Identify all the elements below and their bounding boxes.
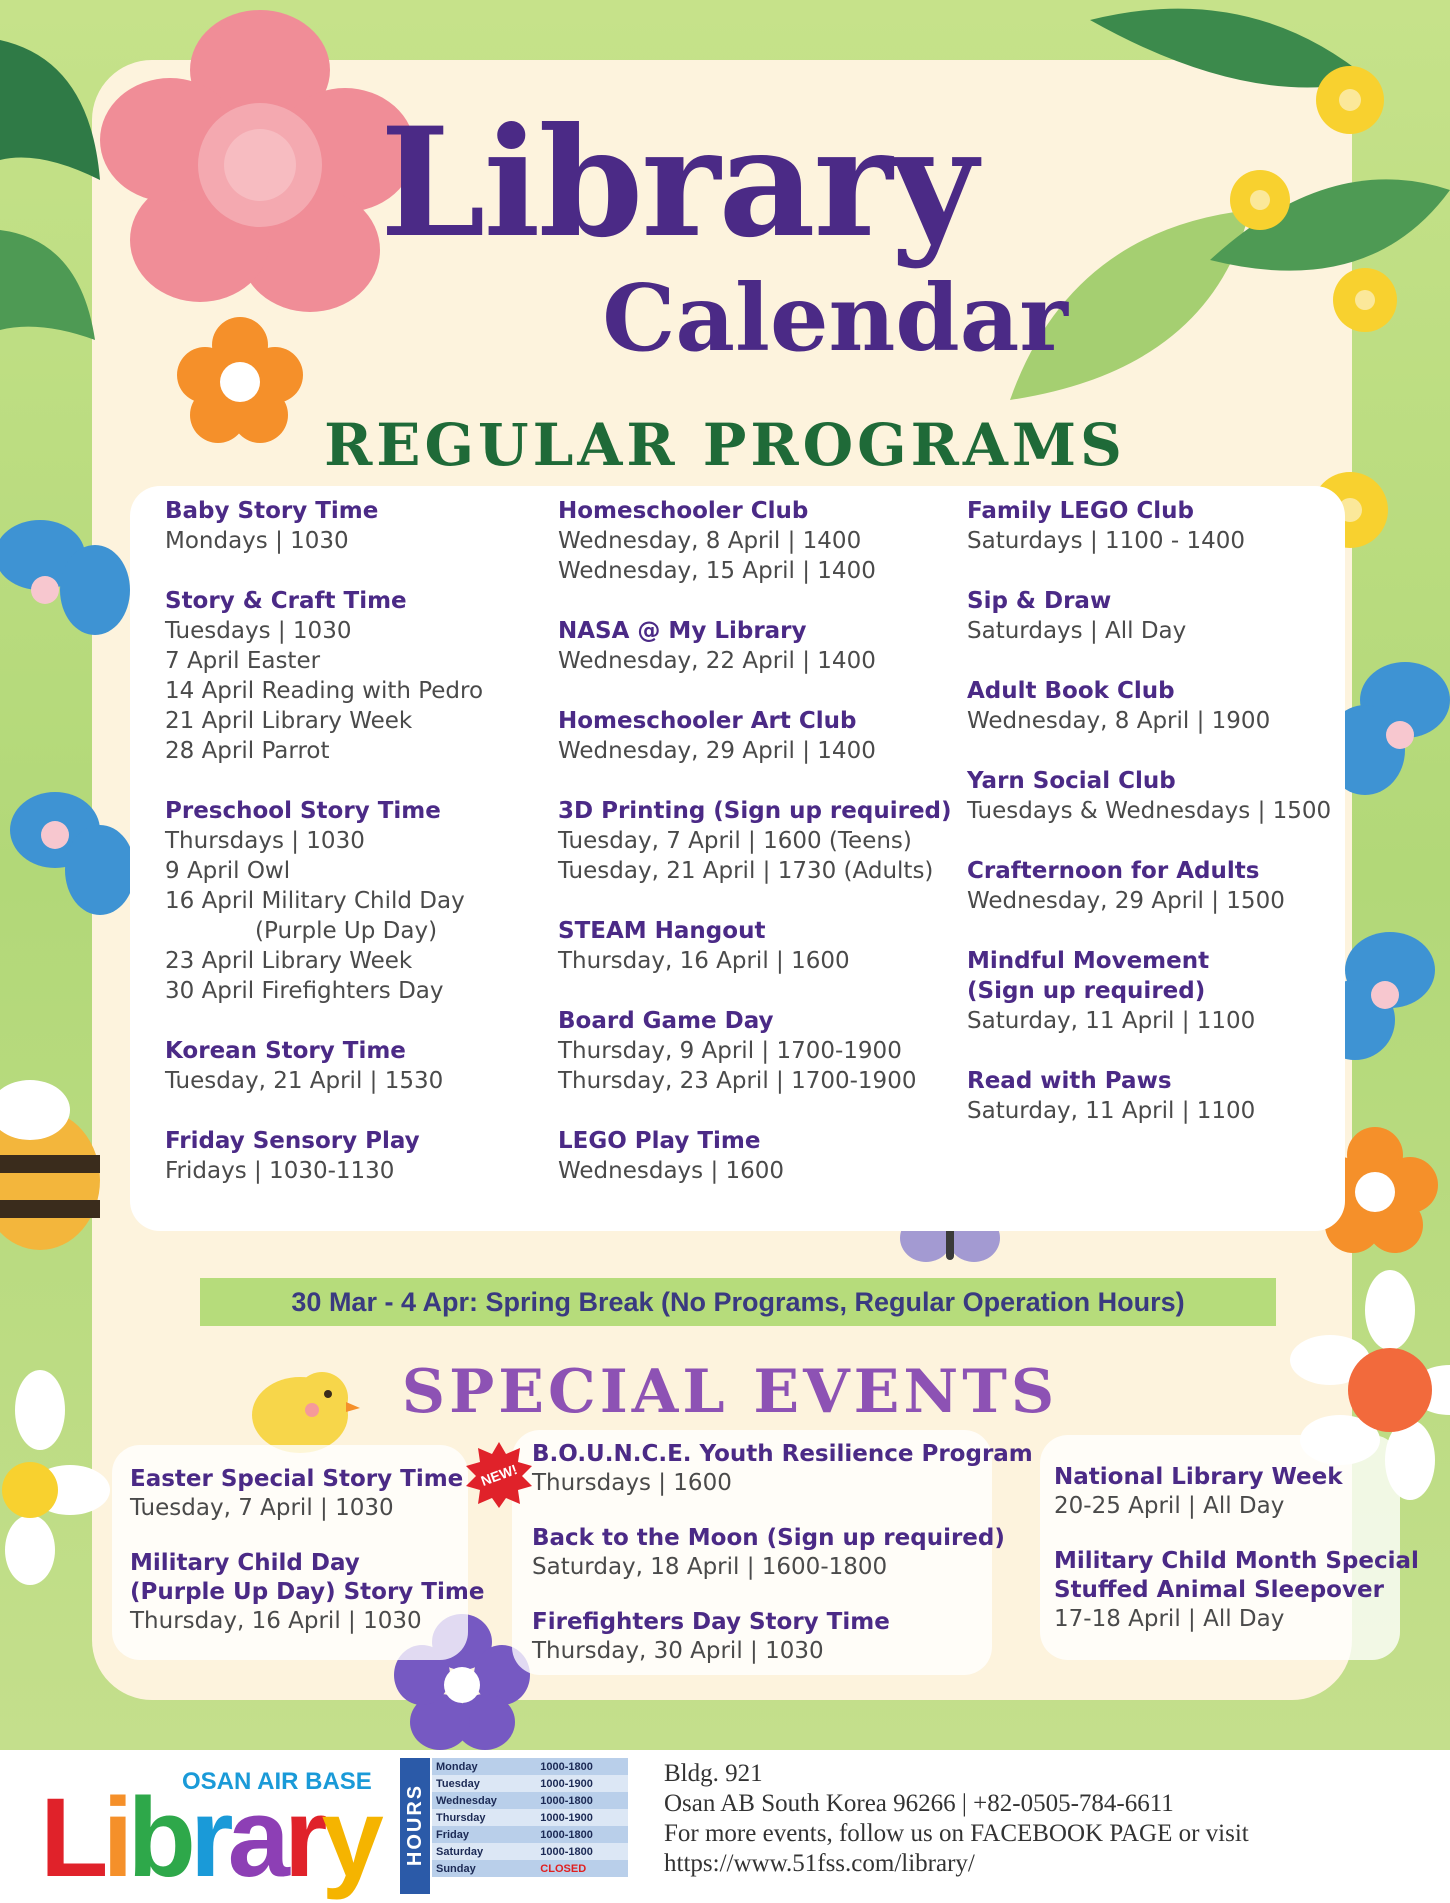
logo-letter: y [321, 1775, 378, 1900]
program-detail: (Purple Up Day) [255, 918, 438, 944]
hours-label: HOURS [404, 1783, 426, 1867]
program-detail: Mondays | 1030 [165, 528, 349, 554]
program-detail: Thursday, 16 April | 1600 [558, 948, 850, 974]
program-story-craft-time [165, 586, 483, 766]
program-title: Adult Book Club [967, 678, 1175, 704]
event-title: Back to the Moon (Sign up required) [532, 1525, 1005, 1551]
programs-column-2 [558, 496, 952, 1216]
hours-day: Sunday [432, 1860, 536, 1877]
hours-day: Tuesday [432, 1775, 536, 1792]
program-detail: Tuesdays & Wednesdays | 1500 [967, 798, 1332, 824]
program-title: Family LEGO Club [967, 498, 1195, 524]
program-title: Friday Sensory Play [165, 1128, 420, 1154]
program-title: Homeschooler Art Club [558, 708, 857, 734]
program-title: NASA @ My Library [558, 618, 807, 644]
program-title: Sip & Draw [967, 588, 1112, 614]
program-baby-story-time [165, 496, 483, 556]
program-read-with-paws [967, 1066, 1331, 1126]
regular-programs-panel [130, 486, 1345, 1231]
program-title: Crafternoon for Adults [967, 858, 1260, 884]
yellow-flowers-icon [1200, 30, 1440, 550]
left-daisy-icon [0, 1380, 110, 1580]
hours-table [432, 1758, 628, 1877]
program-family-lego-club [967, 496, 1331, 556]
program-mindful-movement [967, 946, 1331, 1036]
event-national-library-week [1054, 1463, 1419, 1521]
program-detail: 28 April Parrot [165, 738, 330, 764]
special-events-left-panel [112, 1445, 485, 1660]
hours-time: 1000-1900 [536, 1809, 628, 1826]
program-friday-sensory-play [165, 1126, 483, 1186]
bee-icon [0, 1070, 110, 1260]
hours-time: 1000-1900 [536, 1775, 628, 1792]
program-detail: 23 April Library Week [165, 948, 413, 974]
special-events-heading: SPECIAL EVENTS [401, 1357, 1059, 1427]
program-detail: Wednesday, 8 April | 1400 [558, 528, 862, 554]
program-sip-draw [967, 586, 1331, 646]
hours-day: Thursday [432, 1809, 536, 1826]
program-3d-printing [558, 796, 952, 886]
hours-day: Wednesday [432, 1792, 536, 1809]
program-homeschooler-art-club [558, 706, 952, 766]
event-back-to-the-moon [532, 1524, 1033, 1582]
program-detail: Saturdays | All Day [967, 618, 1187, 644]
program-title: STEAM Hangout [558, 918, 766, 944]
address-location-phone: Osan AB South Korea 96266 | +82-0505-784-6611 [664, 1790, 1174, 1817]
hours-day: Monday [432, 1758, 536, 1775]
left-blue-flowers-icon [0, 500, 140, 920]
program-detail: 30 April Firefighters Day [165, 978, 444, 1004]
programs-column-3 [967, 496, 1331, 1156]
hours-row [432, 1792, 628, 1809]
program-title: Homeschooler Club [558, 498, 809, 524]
program-detail: Thursdays | 1030 [165, 828, 365, 854]
program-title: Baby Story Time [165, 498, 379, 524]
title-library: Library [380, 95, 976, 271]
program-title: Board Game Day [558, 1008, 774, 1034]
program-detail: Tuesday, 7 April | 1600 (Teens) [558, 828, 912, 854]
program-detail: Wednesday, 29 April | 1500 [967, 888, 1285, 914]
program-title: Preschool Story Time [165, 798, 441, 824]
hours-time: 1000-1800 [536, 1792, 628, 1809]
spring-break-notice: 30 Mar - 4 Apr: Spring Break (No Programs, Regular Operation Hours) [291, 1287, 1185, 1317]
program-detail: Thursday, 9 April | 1700-1900 [558, 1038, 902, 1064]
event-stuffed-animal-sleepover [1054, 1547, 1419, 1634]
logo-letter: L [40, 1775, 103, 1900]
event-detail: Thursdays | 1600 [532, 1470, 732, 1496]
special-events-center-panel [512, 1430, 1033, 1675]
program-steam-hangout [558, 916, 952, 976]
hours-row [432, 1775, 628, 1792]
program-detail: Fridays | 1030-1130 [165, 1158, 395, 1184]
event-firefighters-day-story-time [532, 1608, 1033, 1666]
event-title: National Library Week [1054, 1464, 1343, 1490]
program-detail: Thursday, 23 April | 1700-1900 [558, 1068, 917, 1094]
program-detail: 21 April Library Week [165, 708, 413, 734]
event-title-line2: (Purple Up Day) Story Time [130, 1579, 485, 1605]
hours-time: 1000-1800 [536, 1826, 628, 1843]
event-detail: 17-18 April | All Day [1054, 1606, 1285, 1632]
hours-row [432, 1843, 628, 1860]
program-detail: Tuesday, 21 April | 1530 [165, 1068, 444, 1094]
programs-column-1 [165, 496, 483, 1216]
program-detail: Wednesday, 8 April | 1900 [967, 708, 1271, 734]
program-detail: 9 April Owl [165, 858, 291, 884]
event-bounce-youth-resilience [532, 1440, 1033, 1498]
logo-osan-air-base: OSAN AIR BASE [182, 1768, 372, 1795]
program-detail: 7 April Easter [165, 648, 321, 674]
logo-letter: r [189, 1775, 228, 1900]
hours-row [432, 1860, 628, 1877]
program-title: Korean Story Time [165, 1038, 406, 1064]
program-detail: Saturday, 11 April | 1100 [967, 1008, 1256, 1034]
event-detail: Thursday, 30 April | 1030 [532, 1638, 824, 1664]
top-left-leaves-icon [0, 0, 120, 420]
program-crafternoon-for-adults [967, 856, 1331, 916]
program-detail: 14 April Reading with Pedro [165, 678, 484, 704]
program-detail: Wednesday, 15 April | 1400 [558, 558, 876, 584]
event-title: Military Child Month Special [1054, 1548, 1419, 1574]
hours-row [432, 1809, 628, 1826]
program-title: LEGO Play Time [558, 1128, 761, 1154]
program-title: Mindful Movement [967, 948, 1210, 974]
program-detail: 16 April Military Child Day [165, 888, 465, 914]
program-homeschooler-club [558, 496, 952, 586]
event-easter-special-story-time [130, 1465, 484, 1523]
event-detail: Saturday, 18 April | 1600-1800 [532, 1554, 888, 1580]
program-nasa-my-library [558, 616, 952, 676]
new-badge-label: NEW! [478, 1461, 520, 1489]
program-detail: Wednesday, 22 April | 1400 [558, 648, 876, 674]
title-calendar: Calendar [602, 264, 1068, 372]
program-korean-story-time [165, 1036, 483, 1096]
program-detail: Wednesdays | 1600 [558, 1158, 785, 1184]
hours-time: CLOSED [536, 1860, 628, 1877]
program-title: Story & Craft Time [165, 588, 407, 614]
event-detail: Tuesday, 7 April | 1030 [130, 1495, 394, 1521]
event-title: B.O.U.N.C.E. Youth Resilience Program [532, 1441, 1033, 1467]
special-events-right-panel [1040, 1435, 1419, 1660]
event-title: Military Child Day [130, 1550, 360, 1576]
program-detail: Wednesday, 29 April | 1400 [558, 738, 876, 764]
hours-time: 1000-1800 [536, 1843, 628, 1860]
program-title-line2: (Sign up required) [967, 978, 1206, 1004]
program-adult-book-club [967, 676, 1331, 736]
event-military-child-day-story-time [130, 1549, 484, 1636]
new-badge-icon [464, 1440, 534, 1510]
program-yarn-social-club [967, 766, 1331, 826]
regular-programs-heading: REGULAR PROGRAMS [324, 411, 1126, 479]
event-detail: Thursday, 16 April | 1030 [130, 1608, 422, 1634]
hours-time: 1000-1800 [536, 1758, 628, 1775]
orange-flower-icon [180, 320, 300, 440]
logo-letter: i [102, 1775, 128, 1900]
website-link[interactable]: https://www.51fss.com/library/ [664, 1850, 975, 1877]
program-detail: Saturdays | 1100 - 1400 [967, 528, 1245, 554]
program-board-game-day [558, 1006, 952, 1096]
logo-letter: a [227, 1775, 284, 1900]
event-detail: 20-25 April | All Day [1054, 1493, 1285, 1519]
program-title: Yarn Social Club [967, 768, 1176, 794]
program-lego-play-time [558, 1126, 952, 1186]
program-detail: Tuesday, 21 April | 1730 (Adults) [558, 858, 934, 884]
hours-day: Friday [432, 1826, 536, 1843]
program-detail: Saturday, 11 April | 1100 [967, 1098, 1256, 1124]
address-follow-note: For more events, follow us on FACEBOOK PAGE or visit [664, 1820, 1249, 1847]
program-title: Read with Paws [967, 1068, 1172, 1094]
hours-row [432, 1826, 628, 1843]
program-preschool-story-time [165, 796, 483, 1006]
logo-letter: r [283, 1775, 322, 1900]
program-detail: Tuesdays | 1030 [165, 618, 352, 644]
event-title-line2: Stuffed Animal Sleepover [1054, 1577, 1384, 1603]
event-title: Easter Special Story Time [130, 1466, 464, 1492]
hours-day: Saturday [432, 1843, 536, 1860]
address-building: Bldg. 921 [664, 1760, 763, 1787]
event-title: Firefighters Day Story Time [532, 1609, 890, 1635]
program-title: 3D Printing (Sign up required) [558, 798, 952, 824]
logo-letter: b [127, 1775, 190, 1900]
hours-row [432, 1758, 628, 1775]
